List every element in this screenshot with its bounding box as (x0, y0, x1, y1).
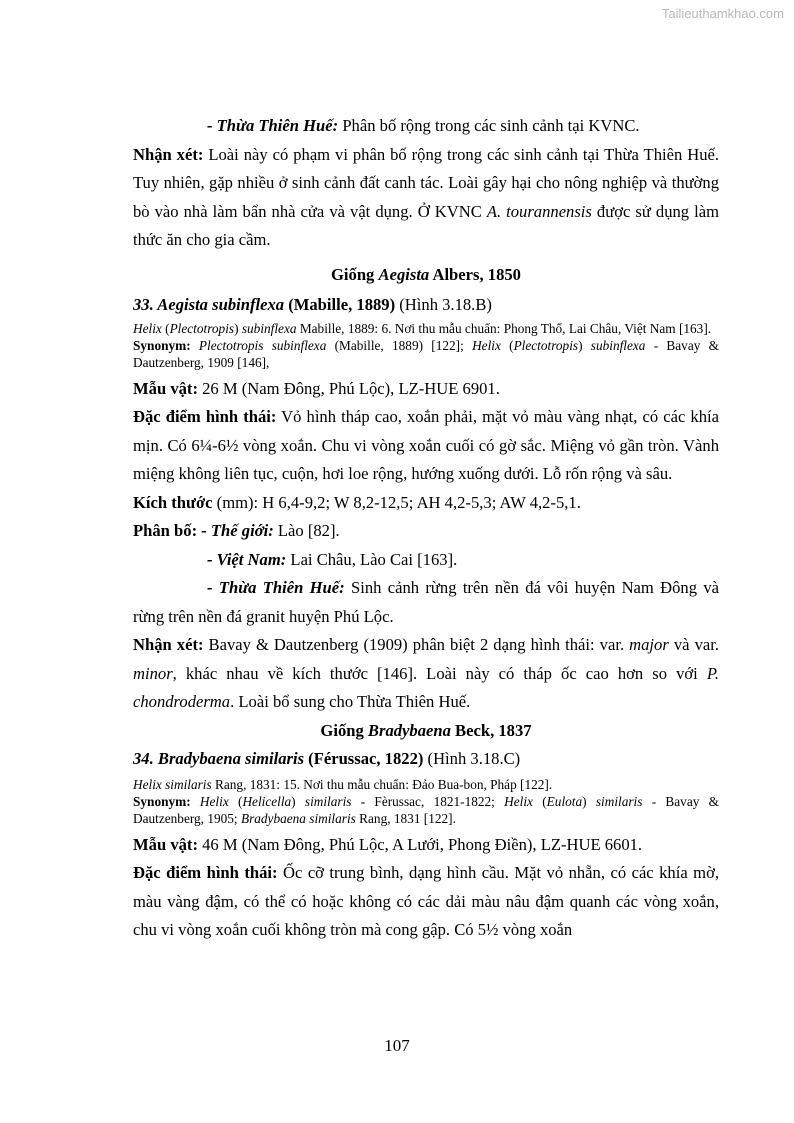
distribution-vietnam-33: - Việt Nam: Lai Châu, Lào Cai [163]. (207, 549, 458, 569)
species-heading-33: 33. Aegista subinflexa (Mabille, 1889) (Hình 3.18.B) (133, 295, 492, 314)
original-description-33: Helix (Plectotropis) subinflexa Mabille, 1889: 6. Nơi thu mẫu chuẩn: Phong Thổ, Lai Châu, Việt Nam [163]. (133, 320, 712, 336)
remark-1: Nhận xét: Loài này có phạm vi phân bố rộng trong các sinh cảnh tại Thừa Thiên Huế. Tuy nhiên, gặp nhiều ở sinh cảnh đất canh tác. Loài gây hại cho nông nghiệp và thường bò vào nhà làm bẩn nhà cửa và vật dụng. Ở KVNC A. tourannensis được sử dụng làm thức ăn cho gia cầm. (133, 144, 720, 249)
species-heading-34: 34. Bradybaena similaris (Férussac, 1822) (Hình 3.18.C) (133, 749, 521, 768)
distribution-hue-1: - Thừa Thiên Huế: Phân bố rộng trong các sinh cảnh tại KVNC. (207, 116, 640, 135)
synonym-34: Synonym: Helix (Helicella) similaris - Fèrussac, 1821-1822; Helix (Eulota) similaris - Bavay & Dautzenberg, 1905; Bradybaena similaris Rang, 1831 [122]. (133, 793, 719, 826)
size-33: Kích thước (mm): H 6,4-9,2; W 8,2-12,5; AH 4,2-5,3; AW 4,2-5,1. (133, 492, 581, 512)
distribution-world-33: Phân bố: - Thế giới: Lào [82]. (133, 521, 340, 540)
page-number: 107 (384, 1036, 410, 1055)
synonym-33: Synonym: Plectotropis subinflexa (Mabille, 1889) [122]; Helix (Plectotropis) subinflexa - Bavay & Dautzenberg, 1909 [146], (133, 337, 719, 370)
specimen-33: Mẫu vật: 26 M (Nam Đông, Phú Lộc), LZ-HUE 6901. (133, 378, 500, 398)
remark-33: Nhận xét: Bavay & Dautzenberg (1909) phân biệt 2 dạng hình thái: var. major và var. minor, khác nhau về kích thước [146]. Loài này có tháp ốc cao hơn so với P. chondroderma. Loài bổ sung cho Thừa Thiên Huế. (133, 635, 719, 711)
distribution-hue-33: - Thừa Thiên Huế: Sinh cảnh rừng trên nền đá vôi huyện Nam Đông và rừng trên nền đá granit huyện Phú Lộc. (133, 578, 719, 626)
page-content (133, 112, 719, 945)
specimen-34: Mẫu vật: 46 M (Nam Đông, Phú Lộc, A Lưới, Phong Điền), LZ-HUE 6601. (133, 834, 643, 854)
genus-heading-aegista: Giống Aegista Albers, 1850 (331, 264, 521, 284)
morphology-34: Đặc điểm hình thái: Ốc cỡ trung bình, dạng hình cầu. Mặt vỏ nhẵn, có các khía mờ, màu vàng đậm, có thể có hoặc không có các dải màu nâu đậm quanh các vòng xoắn, chu vi vòng xoắn cuối không tròn mà cong gập. Có 5½ vòng xoắn (133, 863, 719, 939)
original-description-34: Helix similaris Rang, 1831: 15. Nơi thu mẫu chuẩn: Đảo Bua-bon, Pháp [122]. (133, 776, 553, 792)
morphology-33: Đặc điểm hình thái: Vỏ hình tháp cao, xoắn phải, mặt vỏ màu vàng nhạt, có các khía mịn. Có 6¼-6½ vòng xoắn. Chu vi vòng xoắn cuối có gờ sắc. Miệng vỏ gần tròn. Vành miệng không liên tục, cuộn, hơi loe rộng, hướng xuống dưới. Lỗ rốn rộng và sâu. (133, 407, 719, 483)
genus-heading-bradybaena: Giống Bradybaena Beck, 1837 (320, 720, 532, 740)
watermark: Tailieuthamkhao.com (661, 6, 784, 21)
